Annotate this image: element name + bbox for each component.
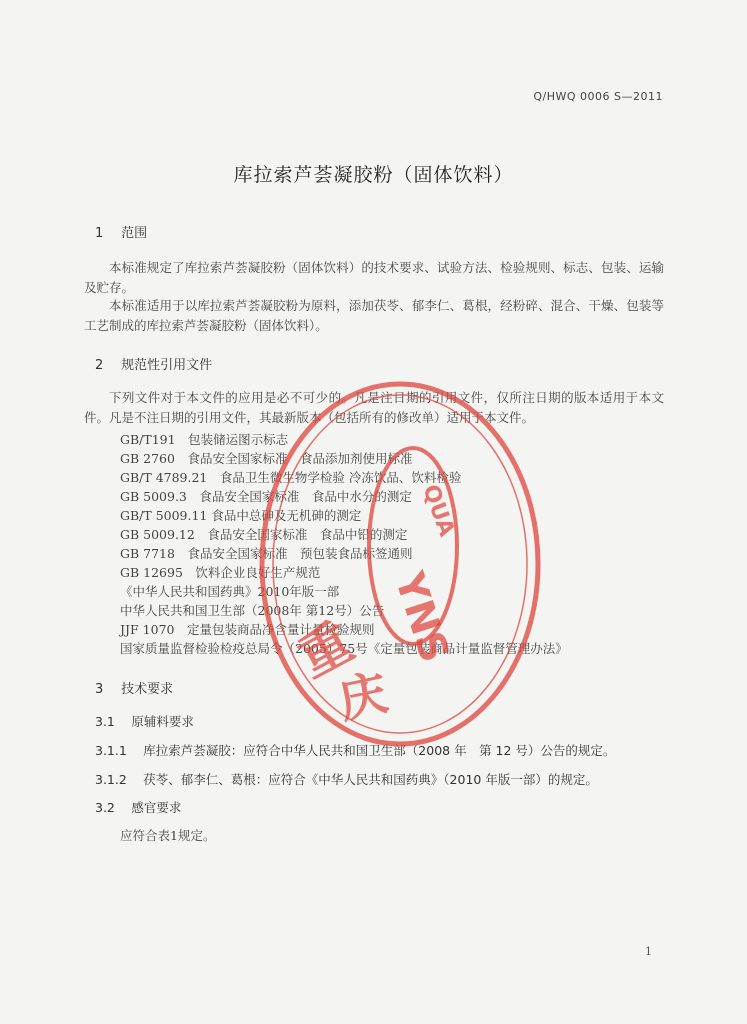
document-title: 库拉索芦荟凝胶粉（固体饮料） [233,164,514,186]
section-title: 范围 [121,226,148,241]
reference-item: 《中华人民共和国药典》2010年版一部 [120,584,340,599]
clause-3-1-2 [95,770,598,788]
clause-3-1-1 [95,741,615,759]
clause-number: 3.1.2 [95,772,127,787]
svg-text:重: 重 [288,612,364,690]
reference-item: GB 5009.3 食品安全国家标准 食品中水分的测定 [120,489,412,504]
section-heading-refs [95,354,212,373]
section-heading-scope [95,222,147,241]
svg-text:QUA: QUA [417,481,459,540]
clause-3-2 [95,798,181,816]
clause-number: 3.1.1 [95,743,127,758]
clause-number: 3.2 [95,800,115,815]
reference-item: JJF 1070 定量包装商品净含量计量检验规则 [120,622,375,637]
section-title: 技术要求 [121,682,174,697]
reference-item: GB 12695 饮料企业良好生产规范 [120,565,321,580]
reference-item: GB/T 5009.11 食品中总砷及无机砷的测定 [120,508,362,523]
clause-title: 原辅料要求 [131,714,194,729]
clause-number: 3.1 [95,714,115,729]
refs-intro-paragraph: 下列文件对于本文件的应用是必不可少的。凡是注日期的引用文件，仅所注日期的版本适用于本文件。凡是不注日期的引用文件，其最新版本（包括所有的修改单）适用于本文件。 [84,390,664,425]
reference-item: 中华人民共和国卫生部（2008年 第12号）公告 [120,603,385,618]
scope-paragraph-2: 本标准适用于以库拉索芦荟凝胶粉为原料，添加茯苓、郁李仁、葛根，经粉碎、混合、干燥、包装等工艺制成的库拉索芦荟凝胶粉（固体饮料）。 [84,298,664,333]
sensory-requirement-text: 应符合表1规定。 [120,828,216,843]
section-number: 3 [95,682,104,697]
section-heading-tech [95,678,173,697]
clause-title: 感官要求 [131,800,182,815]
svg-text:YNS: YNS [385,566,458,668]
reference-item: 国家质量监督检验检疫总局令（2005）75号《定量包装商品计量监督管理办法》 [120,641,568,656]
reference-item: GB/T 4789.21 食品卫生微生物学检验 冷冻饮品、饮料检验 [120,470,462,485]
reference-item: GB 7718 食品安全国家标准 预包装食品标签通则 [120,546,413,561]
reference-item: GB 5009.12 食品安全国家标准 食品中铅的测定 [120,527,408,542]
clause-text: 库拉索芦荟凝胶：应符合中华人民共和国卫生部（2008 年 第 12 号）公告的规定。 [143,743,616,758]
clause-3-1 [95,712,194,730]
clause-text: 茯苓、郁李仁、葛根：应符合《中华人民共和国药典》（2010 年版一部）的规定。 [143,772,598,787]
section-number: 2 [95,358,104,373]
page-number: 1 [645,945,652,958]
section-title: 规范性引用文件 [121,358,213,373]
reference-item: GB/T191 包装储运图示标志 [120,432,289,447]
svg-text:庆: 庆 [333,664,393,730]
scope-paragraph-1: 本标准规定了库拉索芦荟凝胶粉（固体饮料）的技术要求、试验方法、检验规则、标志、包装、运输及贮存。 [84,260,664,295]
reference-item: GB 2760 食品安全国家标准 食品添加剂使用标准 [120,451,413,466]
section-number: 1 [95,226,104,241]
document-code: Q/HWQ 0006 S—2011 [533,90,663,103]
